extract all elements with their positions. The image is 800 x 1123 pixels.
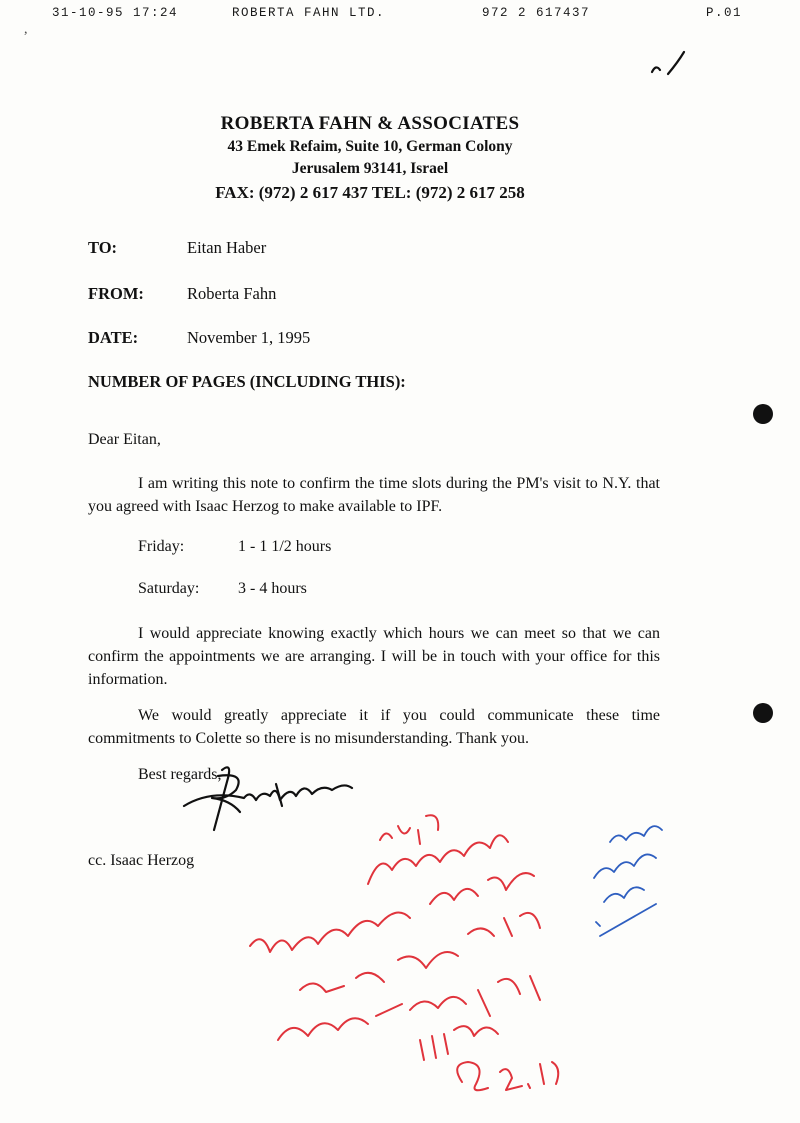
from-label: FROM:: [88, 284, 144, 303]
address-line-2: Jerusalem 93141, Israel: [291, 160, 449, 177]
slot-hours: 1 - 1 1/2 hours: [238, 538, 332, 555]
red-handwritten-note: [250, 815, 558, 1090]
paragraph-appointments: I would appreciate knowing exactly which hours we can meet so that we can confirm the appointments we are arranging. I will be in touch with your office for this information.: [88, 625, 660, 688]
slot-hours: 3 - 4 hours: [238, 580, 307, 597]
blue-handwritten-note: [594, 826, 662, 936]
closing: Best regards,: [138, 766, 222, 783]
corner-tick-mark: ,: [24, 22, 28, 37]
fax-datetime: 31-10-95 17:24: [52, 6, 179, 20]
check-mark-icon: [652, 52, 684, 74]
company-name: ROBERTA FAHN & ASSOCIATES: [220, 113, 520, 134]
to-value: Eitan Haber: [187, 238, 267, 257]
to-label: TO:: [88, 238, 118, 257]
slot-day: Friday:: [138, 538, 185, 555]
address-line-1: 43 Emek Refaim, Suite 10, German Colony: [227, 138, 513, 155]
cc-line: cc. Isaac Herzog: [88, 852, 195, 869]
fax-sender: ROBERTA FAHN LTD.: [232, 6, 386, 20]
salutation: Dear Eitan,: [88, 431, 161, 448]
from-value: Roberta Fahn: [187, 284, 277, 303]
number-of-pages-label: NUMBER OF PAGES (INCLUDING THIS):: [88, 372, 406, 391]
punch-hole-icon: [753, 703, 773, 723]
date-value: November 1, 1995: [187, 328, 311, 347]
signature-roberta: [184, 767, 352, 830]
paragraph-confirm-slots: I am writing this note to confirm the time slots during the PM's visit to N.Y. that you agreed with Isaac Herzog to make available to IPF.: [88, 475, 660, 515]
fax-phone: 972 2 617437: [482, 6, 591, 20]
punch-hole-icon: [753, 404, 773, 424]
date-label: DATE:: [88, 328, 139, 347]
slot-day: Saturday:: [138, 580, 200, 597]
fax-page-number: P.01: [705, 6, 742, 20]
paragraph-colette: We would greatly appreciate it if you could communicate these time commitments to Colette so there is no misunderstanding. Thank you.: [88, 707, 660, 747]
contact-line: FAX: (972) 2 617 437 TEL: (972) 2 617 258: [215, 183, 525, 202]
